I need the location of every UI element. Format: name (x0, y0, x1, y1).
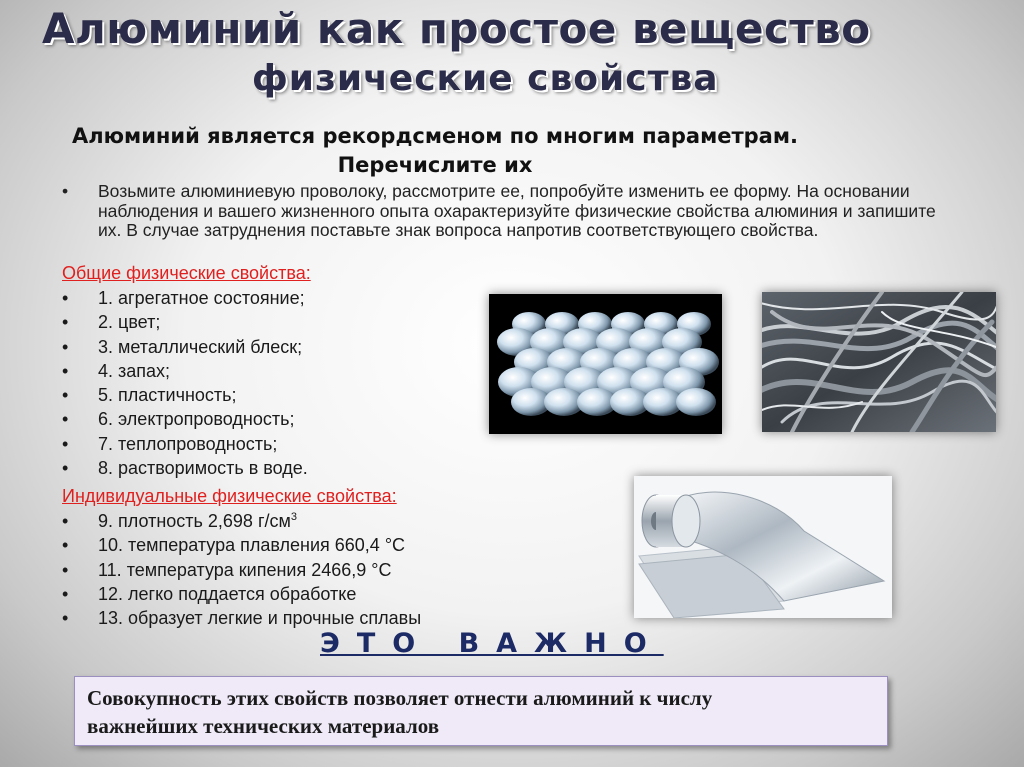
bullet: • (62, 559, 69, 580)
intro-text: Возьмите алюминиевую проволоку, рассмотрите ее, попробуйте изменить ее форму. На основании наблюдения и вашего жизненного опыта охарактеризуйте физические свойства алюминия и запишите их. В случае затруднения поставьте знак вопроса напротив соответствующего свойства. (98, 181, 936, 240)
individual-properties-heading: Индивидуальные физические свойства: (62, 486, 397, 506)
crystal-lattice-image (489, 294, 722, 434)
bullet: • (62, 433, 69, 454)
bullet: • (62, 409, 69, 430)
aluminum-wire-image (762, 292, 996, 432)
subtitle-line2: Перечислите их (337, 153, 533, 177)
subtitle (40, 122, 830, 180)
density-text: 9. плотность 2,698 г/см (98, 511, 291, 531)
bullet: • (62, 360, 69, 381)
bullet: • (62, 458, 69, 479)
conclusion-line1: Совокупность этих свойств позволяет отнести алюминий к числу (87, 686, 713, 710)
bullet: • (62, 385, 69, 406)
bullet: • (62, 288, 69, 308)
slide-title-line2: физические свойства (252, 58, 719, 99)
important-label: ЭТО ВАЖНО (320, 628, 664, 659)
density-unit-exponent: 3 (290, 511, 298, 523)
bullet: • (62, 181, 69, 201)
lattice-sphere (676, 388, 716, 416)
bullet: • (62, 583, 69, 604)
general-properties-heading: Общие физические свойства: (62, 263, 311, 283)
slide-title-line1: Алюминий как простое вещество (42, 4, 871, 53)
conclusion-box (74, 676, 888, 746)
subtitle-line1: Алюминий является рекордсменом по многим параметрам. (71, 124, 798, 148)
conclusion-line2: важнейших технических материалов (87, 714, 440, 738)
bullet: • (62, 511, 69, 531)
bullet: • (62, 312, 69, 333)
bullet: • (62, 608, 69, 629)
bullet: • (62, 336, 69, 357)
intro-paragraph (62, 182, 962, 241)
bullet: • (62, 535, 69, 556)
aluminum-foil-image (634, 476, 892, 618)
